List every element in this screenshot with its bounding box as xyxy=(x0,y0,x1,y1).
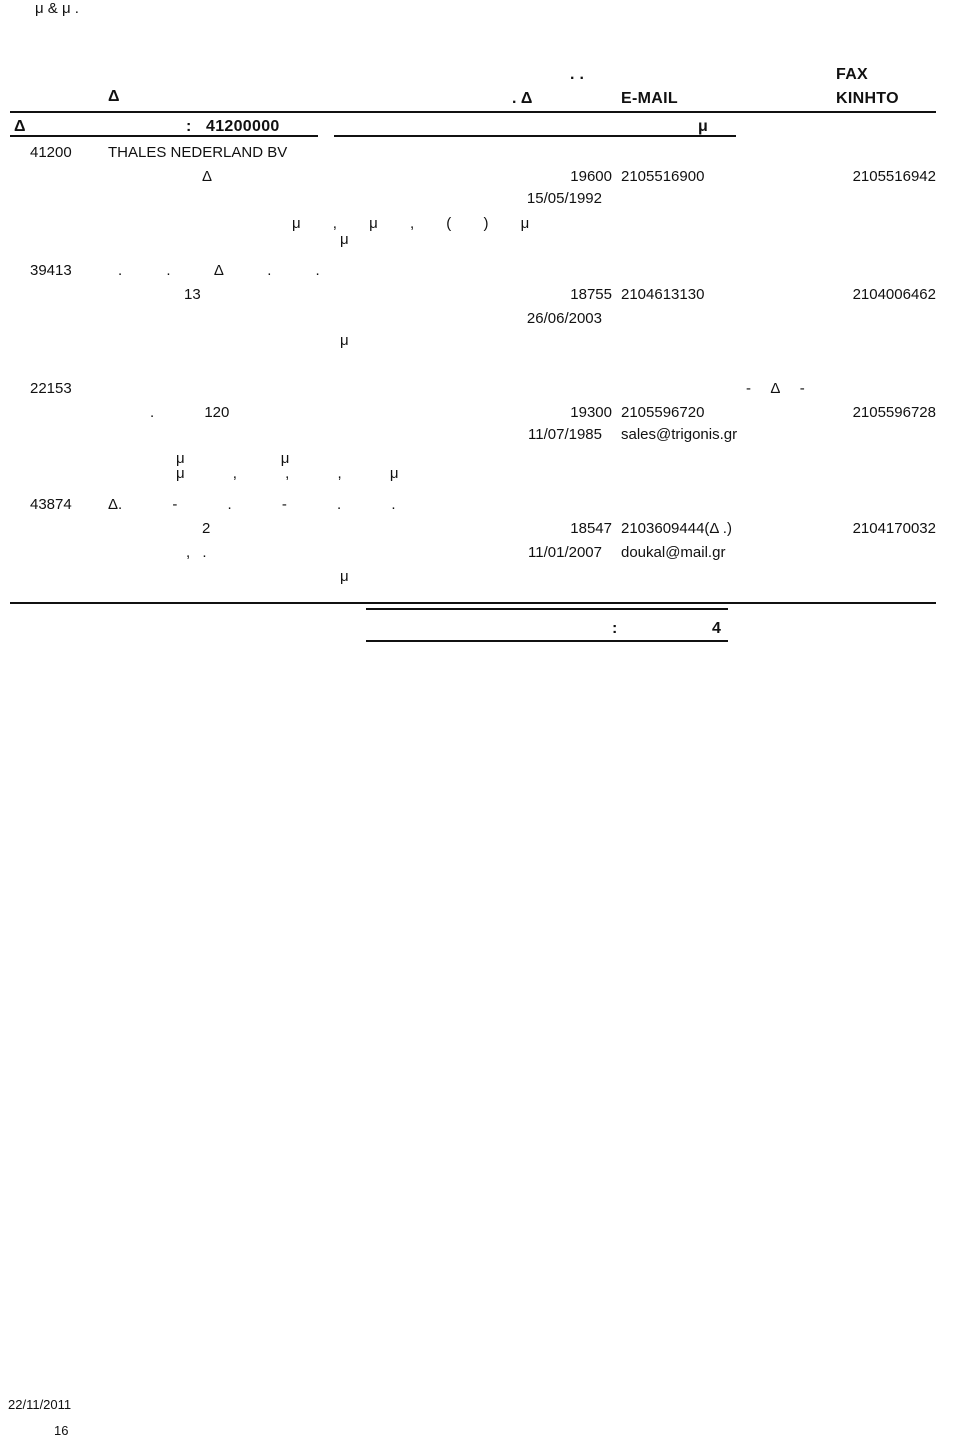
record-code: 41200 xyxy=(30,144,72,161)
header-dots: . . xyxy=(570,66,585,83)
record-date: 11/01/2007 xyxy=(528,544,602,561)
record-address: . 120 xyxy=(150,404,230,421)
record-fax: 2105516942 xyxy=(852,168,936,185)
record-code: 43874 xyxy=(30,496,72,513)
record-address: 13 xyxy=(184,286,201,303)
footer-date: 22/11/2011 xyxy=(8,1397,72,1412)
record-address: Δ xyxy=(202,168,213,185)
record-code: 22153 xyxy=(30,380,72,397)
record-activity: μ xyxy=(340,568,349,585)
record-code: 39413 xyxy=(30,262,72,279)
group-underline-right xyxy=(334,135,736,137)
record-tk: 18755 xyxy=(570,286,612,303)
header-email: E-MAIL xyxy=(621,90,678,107)
group-underline-left xyxy=(10,135,318,137)
record-date: 11/07/1985 xyxy=(528,426,602,443)
record-activity-2: μ xyxy=(340,231,349,248)
record-tk: 19300 xyxy=(570,404,612,421)
group-mu: μ xyxy=(698,118,709,135)
record-activity: μ , μ , ( ) μ xyxy=(292,215,530,232)
total-value: 4 xyxy=(712,620,722,637)
group-label: Δ xyxy=(14,118,26,135)
record-activity: μ xyxy=(340,332,349,349)
total-top-rule xyxy=(366,608,728,610)
record-name: Δ. - . - . . xyxy=(108,496,396,513)
record-phone: 2105596720 xyxy=(621,404,705,421)
page-title: μ & μ . xyxy=(35,0,79,17)
record-activity-2: μ , , , μ xyxy=(176,465,399,482)
record-fax: 2104170032 xyxy=(852,520,936,537)
header-mobile: ΚΙΝΗΤΟ xyxy=(836,90,899,107)
group-colon: : xyxy=(186,118,192,135)
record-fax: 2105596728 xyxy=(852,404,936,421)
record-address: 2 xyxy=(202,520,211,537)
group-code: 41200000 xyxy=(206,118,280,135)
header-delta: Δ xyxy=(108,88,120,105)
table-bottom-rule xyxy=(10,602,936,604)
record-name: THALES NEDERLAND BV xyxy=(108,144,288,161)
record-activity: μ μ xyxy=(176,450,290,467)
record-name: - Δ - xyxy=(746,380,805,397)
record-email: doukal@mail.gr xyxy=(621,544,726,561)
record-email: sales@trigonis.gr xyxy=(621,426,738,443)
header-rule xyxy=(10,111,936,113)
record-phone: 2103609444(Δ .) xyxy=(621,520,732,537)
record-address-2: , . xyxy=(186,544,207,561)
footer-page-number: 16 xyxy=(54,1423,69,1438)
header-fax: FAX xyxy=(836,66,869,83)
record-phone: 2105516900 xyxy=(621,168,705,185)
record-date: 15/05/1992 xyxy=(526,190,602,207)
record-name: . . Δ . . xyxy=(118,262,320,279)
total-colon: : xyxy=(612,620,618,637)
record-tk: 18547 xyxy=(570,520,612,537)
total-bottom-rule xyxy=(366,640,728,642)
header-tk: . Δ xyxy=(512,90,533,107)
record-phone: 2104613130 xyxy=(621,286,705,303)
record-fax: 2104006462 xyxy=(852,286,936,303)
record-tk: 19600 xyxy=(570,168,612,185)
record-date: 26/06/2003 xyxy=(526,310,602,327)
